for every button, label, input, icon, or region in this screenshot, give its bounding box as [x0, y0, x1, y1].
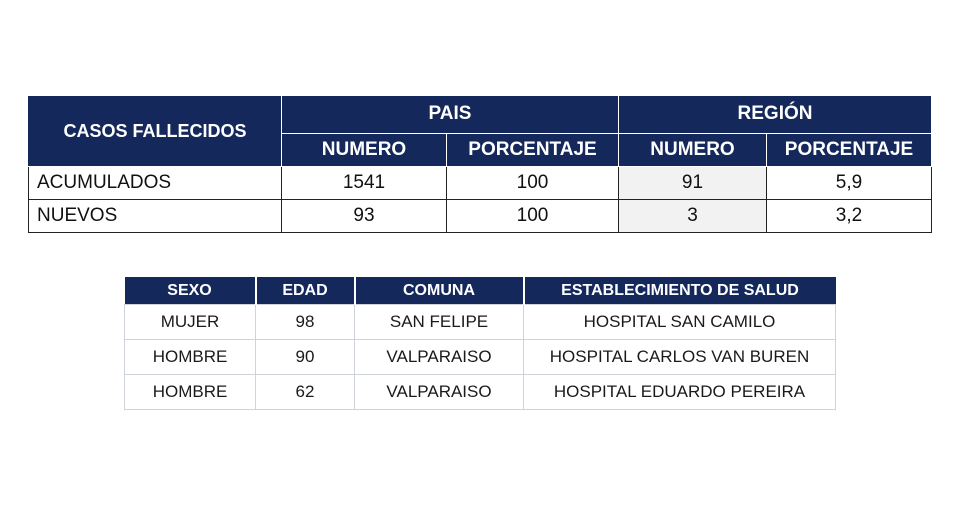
corner-header: CASOS FALLECIDOS — [29, 96, 282, 167]
sexo-cell: HOMBRE — [125, 375, 256, 410]
group-header-region: REGIÓN — [619, 96, 932, 134]
comuna-cell: VALPARAISO — [355, 340, 524, 375]
header-establecimiento: ESTABLECIMIENTO DE SALUD — [524, 277, 836, 305]
sexo-cell: HOMBRE — [125, 340, 256, 375]
establecimiento-cell: HOSPITAL EDUARDO PEREIRA — [524, 375, 836, 410]
establecimiento-cell: HOSPITAL CARLOS VAN BUREN — [524, 340, 836, 375]
subheader-region-porcentaje: PORCENTAJE — [767, 133, 932, 166]
region-numero-cell: 91 — [619, 167, 767, 200]
table-row — [125, 305, 836, 340]
header-sexo: SEXO — [125, 277, 256, 305]
edad-cell: 98 — [256, 305, 355, 340]
comuna-cell: VALPARAISO — [355, 375, 524, 410]
header-edad: EDAD — [256, 277, 355, 305]
table-row — [125, 375, 836, 410]
cases-table — [124, 277, 836, 410]
region-numero-cell: 3 — [619, 200, 767, 233]
group-header-pais: PAIS — [282, 96, 619, 134]
subheader-pais-numero: NUMERO — [282, 133, 447, 166]
table-row — [125, 340, 836, 375]
comuna-cell: SAN FELIPE — [355, 305, 524, 340]
pais-numero-cell: 93 — [282, 200, 447, 233]
region-porcentaje-cell: 5,9 — [767, 167, 932, 200]
subheader-region-numero: NUMERO — [619, 133, 767, 166]
region-porcentaje-cell: 3,2 — [767, 200, 932, 233]
pais-porcentaje-cell: 100 — [447, 167, 619, 200]
edad-cell: 90 — [256, 340, 355, 375]
row-label: ACUMULADOS — [29, 167, 282, 200]
sexo-cell: MUJER — [125, 305, 256, 340]
row-label: NUEVOS — [29, 200, 282, 233]
pais-porcentaje-cell: 100 — [447, 200, 619, 233]
establecimiento-cell: HOSPITAL SAN CAMILO — [524, 305, 836, 340]
summary-table — [28, 95, 932, 233]
pais-numero-cell: 1541 — [282, 167, 447, 200]
table-row — [29, 167, 932, 200]
edad-cell: 62 — [256, 375, 355, 410]
subheader-pais-porcentaje: PORCENTAJE — [447, 133, 619, 166]
table-row — [29, 200, 932, 233]
header-comuna: COMUNA — [355, 277, 524, 305]
